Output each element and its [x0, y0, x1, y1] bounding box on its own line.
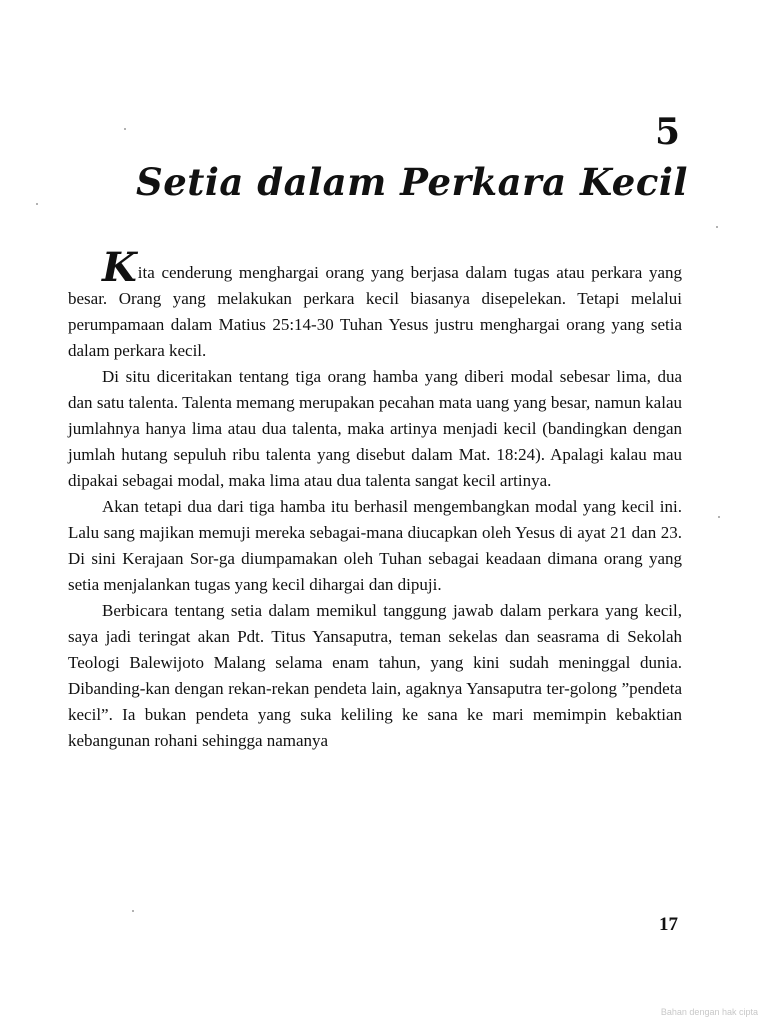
paragraph-4: Berbicara tentang setia dalam memikul tanggung jawab dalam perkara yang kecil, saya jadi teringat akan Pdt. Titus Yansaputra, teman sekelas dan seasrama di Sekolah Teologi Balewijoto Malang selama enam tahun, yang kini sudah meninggal dunia. Dibanding-kan dengan rekan-rekan pendeta lain, agaknya Yansaputra ter-golong ”pendeta kecil”. Ia bukan pendeta yang suka keliling ke sana ke mari memimpin kebaktian kebangunan rohani sehingga namanya: [68, 601, 682, 750]
chapter-number: 5: [654, 111, 680, 153]
scan-speck: [36, 203, 38, 205]
paragraph-1: [68, 244, 682, 364]
paragraph-1-text: ita cenderung menghargai orang yang berjasa dalam tugas atau perkara yang besar. Orang yang melakukan perkara kecil biasanya disepelekan. Tetapi melalui perumpamaan dalam Matius 25:14-30 Tuhan Yesus justru menghargai orang yang setia dalam perkara kecil.: [68, 263, 682, 360]
scan-speck: [124, 128, 126, 130]
paragraph-3: Akan tetapi dua dari tiga hamba itu berhasil mengembangkan modal yang kecil ini. Lalu sang majikan memuji mereka sebagai-mana diucapkan oleh Yesus di ayat 21 dan 23. Di sini Kerajaan Sor-ga diumpamakan oleh Tuhan sebagai keadaan dimana orang yang setia menjalankan tugas yang kecil dihargai dan dipuji.: [68, 497, 682, 594]
drop-cap: K: [102, 244, 137, 291]
scan-speck: [718, 516, 720, 518]
copyright-watermark: Bahan dengan hak cipta: [660, 1007, 758, 1017]
body-text: [68, 244, 682, 754]
paragraph-2: Di situ diceritakan tentang tiga orang hamba yang diberi modal sebesar lima, dua dan satu talenta. Talenta memang merupakan pecahan mata uang yang besar, namun kalau jumlahnya hanya lima atau dua talenta, maka artinya menjadi kecil (bandingkan dengan jumlah hutang sepuluh ribu talenta yang disebut dalam Mat. 18:24). Apalagi kalau mau dipakai sebagai modal, maka lima atau dua talenta sangat kecil artinya.: [68, 367, 682, 490]
scan-speck: [132, 910, 134, 912]
page-number: 17: [659, 914, 678, 935]
scan-speck: [716, 226, 718, 228]
chapter-title: Setia dalam Perkara Kecil: [135, 160, 688, 204]
